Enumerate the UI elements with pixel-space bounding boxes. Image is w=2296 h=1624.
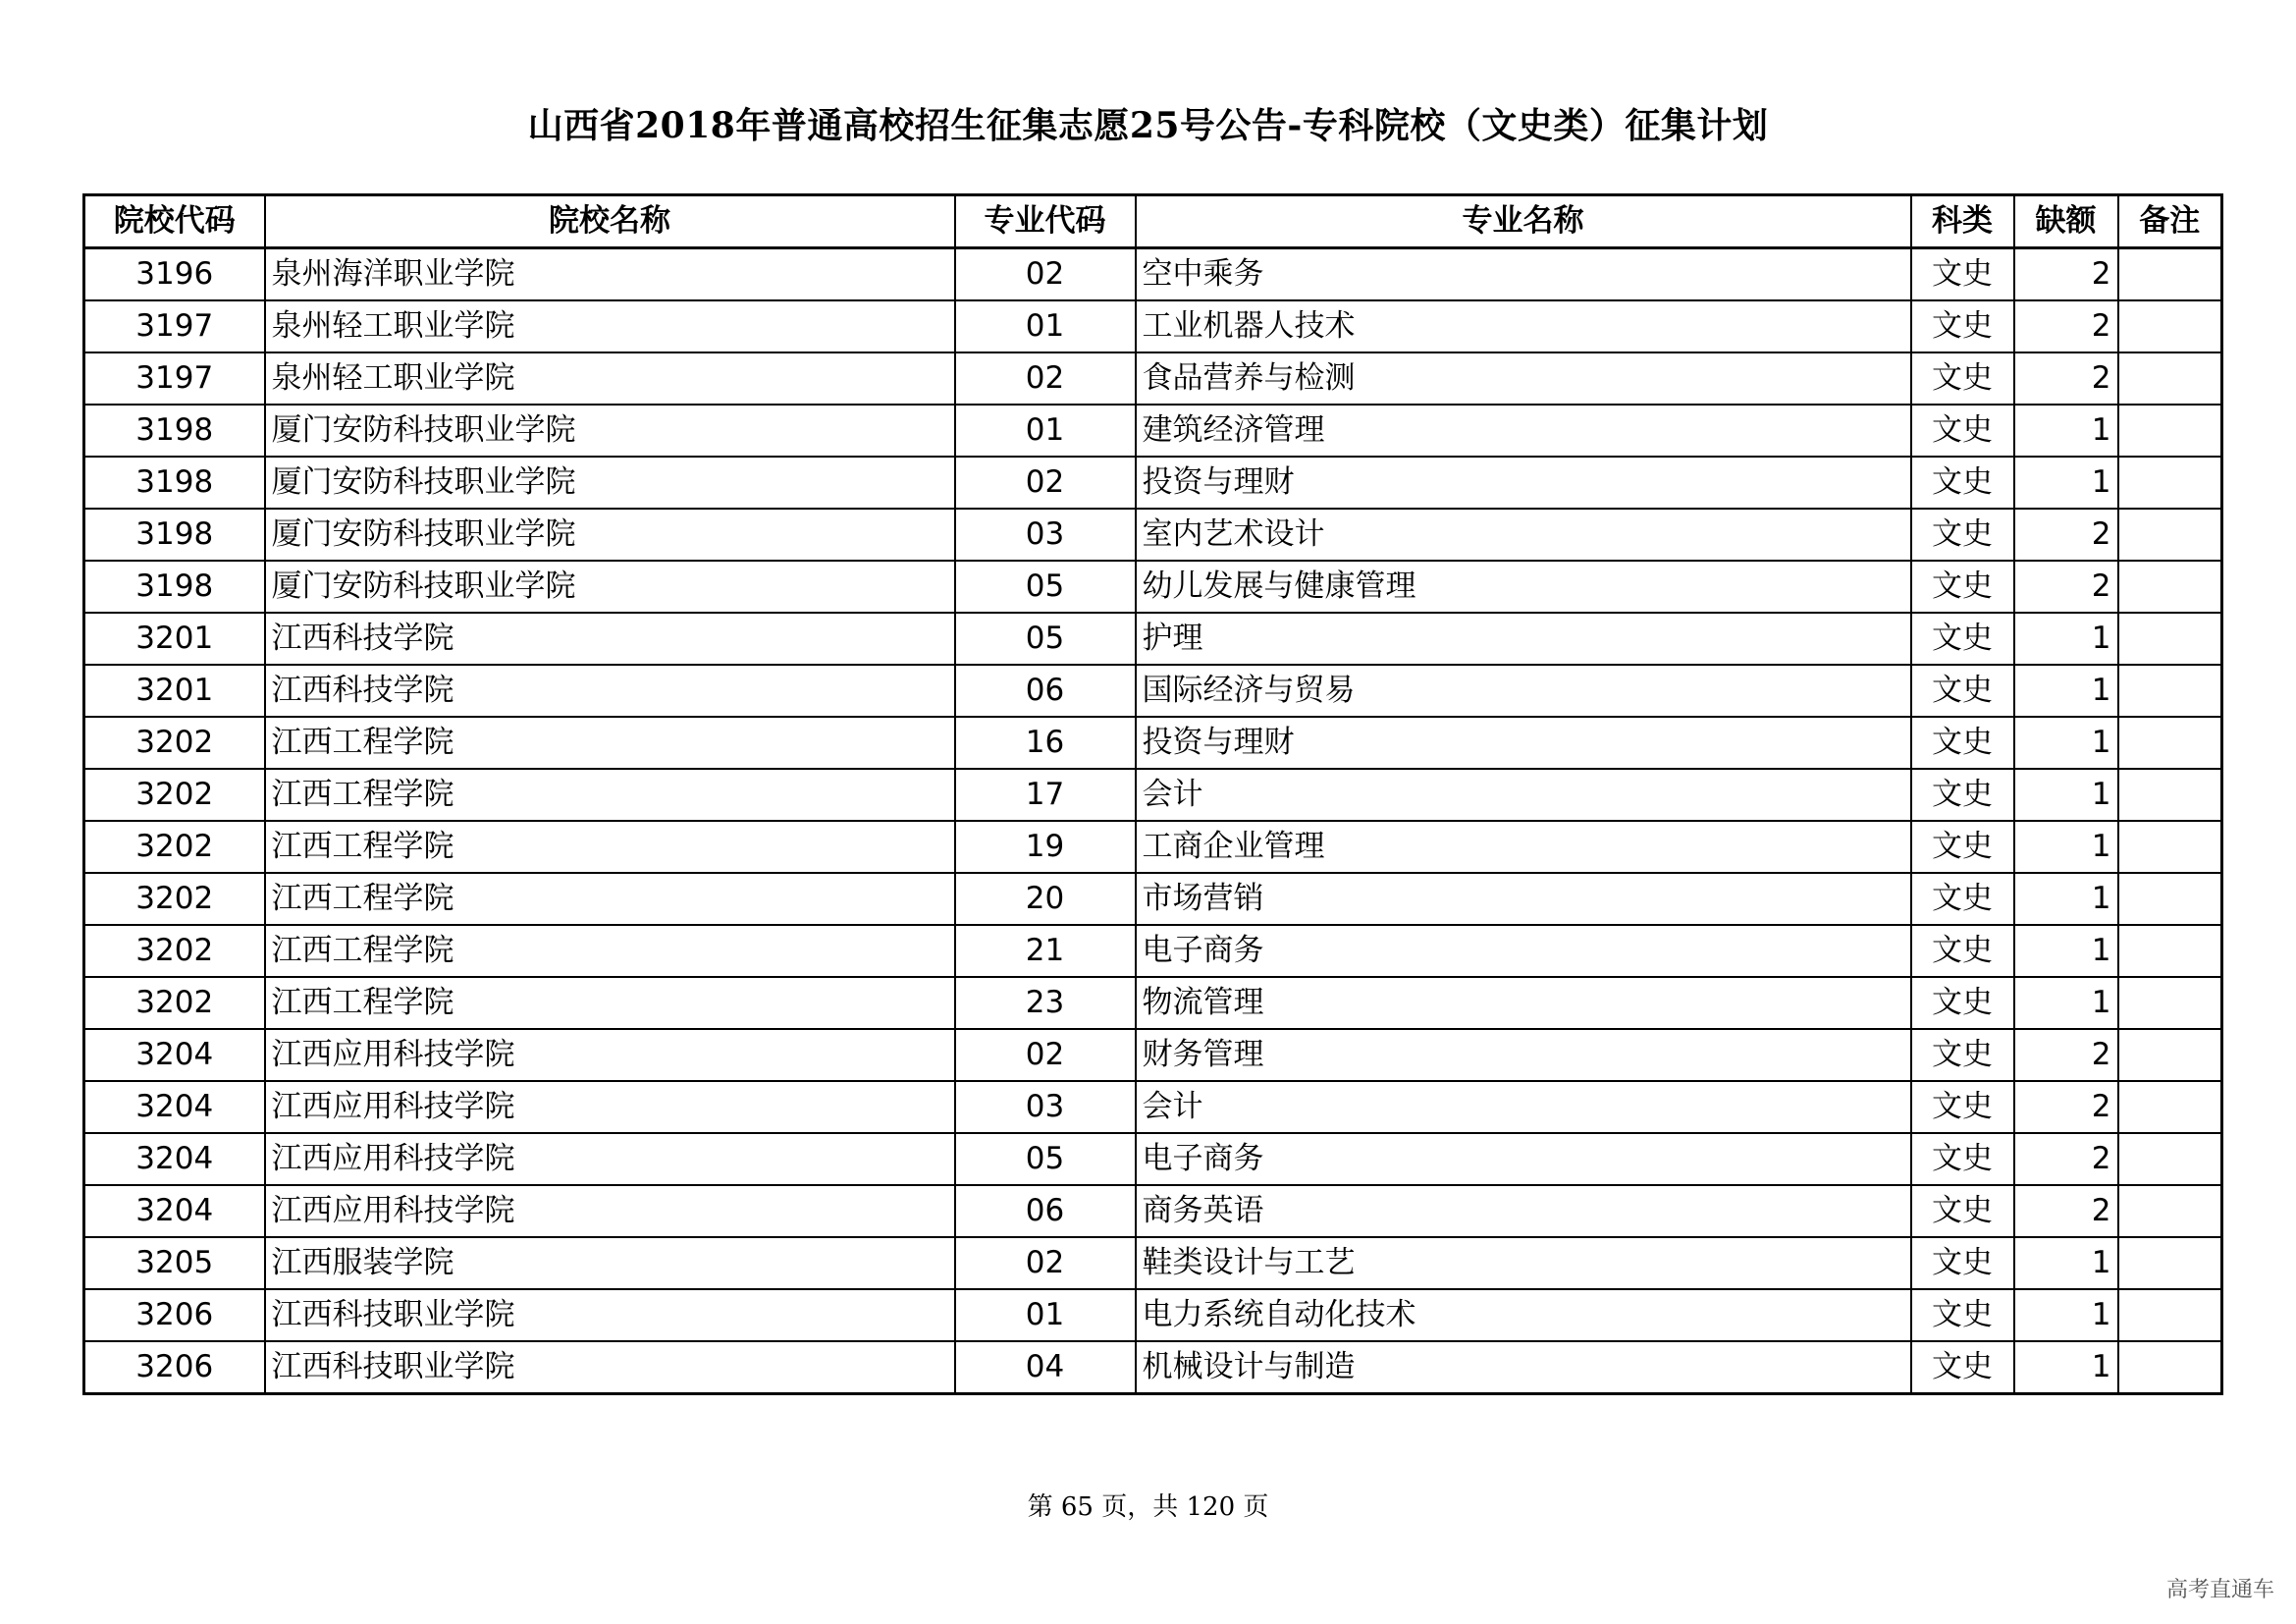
school-name-cell: 泉州轻工职业学院 xyxy=(265,352,955,405)
school-name-cell: 江西应用科技学院 xyxy=(265,1185,955,1237)
major-name-cell: 空中乘务 xyxy=(1136,248,1911,301)
table-row xyxy=(84,352,2222,405)
category-cell: 文史 xyxy=(1911,1185,2014,1237)
table-row xyxy=(84,1185,2222,1237)
note-cell xyxy=(2118,1237,2222,1289)
major-code-cell: 17 xyxy=(955,769,1136,821)
category-cell: 文史 xyxy=(1911,925,2014,977)
category-cell: 文史 xyxy=(1911,1081,2014,1133)
vacancy-cell: 1 xyxy=(2014,457,2118,509)
header-vacancy: 缺额 xyxy=(2014,195,2118,248)
school-code-cell: 3204 xyxy=(84,1081,265,1133)
note-cell xyxy=(2118,1341,2222,1394)
category-cell: 文史 xyxy=(1911,300,2014,352)
major-code-cell: 01 xyxy=(955,405,1136,457)
category-cell: 文史 xyxy=(1911,1029,2014,1081)
table-row xyxy=(84,509,2222,561)
table-row xyxy=(84,561,2222,613)
note-cell xyxy=(2118,769,2222,821)
note-cell xyxy=(2118,457,2222,509)
school-code-cell: 3198 xyxy=(84,457,265,509)
table-row xyxy=(84,457,2222,509)
document-title: 山西省2018年普通高校招生征集志愿25号公告-专科院校（文史类）征集计划 xyxy=(527,105,1769,146)
major-code-cell: 02 xyxy=(955,248,1136,301)
category-cell: 文史 xyxy=(1911,665,2014,717)
major-name-cell: 电子商务 xyxy=(1136,925,1911,977)
note-cell xyxy=(2118,352,2222,405)
major-name-cell: 机械设计与制造 xyxy=(1136,1341,1911,1394)
note-cell xyxy=(2118,873,2222,925)
major-name-cell: 投资与理财 xyxy=(1136,457,1911,509)
school-code-cell: 3206 xyxy=(84,1289,265,1341)
table-body xyxy=(84,248,2222,1394)
school-name-cell: 江西科技职业学院 xyxy=(265,1341,955,1394)
note-cell xyxy=(2118,1289,2222,1341)
table-row xyxy=(84,405,2222,457)
school-name-cell: 江西服装学院 xyxy=(265,1237,955,1289)
major-code-cell: 02 xyxy=(955,1237,1136,1289)
major-name-cell: 投资与理财 xyxy=(1136,717,1911,769)
vacancy-cell: 2 xyxy=(2014,248,2118,301)
major-name-cell: 食品营养与检测 xyxy=(1136,352,1911,405)
page-number: 第 65 页，共 120 页 xyxy=(1027,1492,1269,1522)
school-code-cell: 3202 xyxy=(84,873,265,925)
major-code-cell: 21 xyxy=(955,925,1136,977)
major-code-cell: 01 xyxy=(955,1289,1136,1341)
note-cell xyxy=(2118,509,2222,561)
table-row xyxy=(84,1029,2222,1081)
table-row xyxy=(84,1133,2222,1185)
school-name-cell: 江西工程学院 xyxy=(265,925,955,977)
category-cell: 文史 xyxy=(1911,457,2014,509)
table-header-row xyxy=(84,195,2222,248)
school-name-cell: 厦门安防科技职业学院 xyxy=(265,509,955,561)
note-cell xyxy=(2118,925,2222,977)
table-row xyxy=(84,613,2222,665)
table-row xyxy=(84,1237,2222,1289)
table-row xyxy=(84,769,2222,821)
header-major-name: 专业名称 xyxy=(1136,195,1911,248)
category-cell: 文史 xyxy=(1911,873,2014,925)
vacancy-cell: 1 xyxy=(2014,821,2118,873)
major-code-cell: 05 xyxy=(955,613,1136,665)
major-name-cell: 工商企业管理 xyxy=(1136,821,1911,873)
vacancy-cell: 1 xyxy=(2014,1237,2118,1289)
category-cell: 文史 xyxy=(1911,977,2014,1029)
table-row xyxy=(84,300,2222,352)
school-code-cell: 3197 xyxy=(84,300,265,352)
major-name-cell: 电子商务 xyxy=(1136,1133,1911,1185)
major-name-cell: 电力系统自动化技术 xyxy=(1136,1289,1911,1341)
header-school-code: 院校代码 xyxy=(84,195,265,248)
major-name-cell: 护理 xyxy=(1136,613,1911,665)
school-code-cell: 3202 xyxy=(84,977,265,1029)
school-name-cell: 江西工程学院 xyxy=(265,977,955,1029)
header-school-name: 院校名称 xyxy=(265,195,955,248)
major-code-cell: 05 xyxy=(955,1133,1136,1185)
major-code-cell: 20 xyxy=(955,873,1136,925)
major-code-cell: 02 xyxy=(955,1029,1136,1081)
major-name-cell: 物流管理 xyxy=(1136,977,1911,1029)
table-row xyxy=(84,821,2222,873)
major-name-cell: 国际经济与贸易 xyxy=(1136,665,1911,717)
school-code-cell: 3202 xyxy=(84,821,265,873)
major-name-cell: 幼儿发展与健康管理 xyxy=(1136,561,1911,613)
note-cell xyxy=(2118,405,2222,457)
school-code-cell: 3198 xyxy=(84,405,265,457)
category-cell: 文史 xyxy=(1911,613,2014,665)
school-name-cell: 江西工程学院 xyxy=(265,769,955,821)
enrollment-plan-table xyxy=(82,193,2223,1395)
table-row xyxy=(84,717,2222,769)
major-name-cell: 工业机器人技术 xyxy=(1136,300,1911,352)
header-note: 备注 xyxy=(2118,195,2222,248)
watermark: 高考直通车 xyxy=(2165,1578,2274,1602)
note-cell xyxy=(2118,300,2222,352)
note-cell xyxy=(2118,665,2222,717)
school-name-cell: 泉州轻工职业学院 xyxy=(265,300,955,352)
major-code-cell: 04 xyxy=(955,1341,1136,1394)
school-name-cell: 江西科技学院 xyxy=(265,613,955,665)
school-code-cell: 3206 xyxy=(84,1341,265,1394)
category-cell: 文史 xyxy=(1911,352,2014,405)
school-name-cell: 江西工程学院 xyxy=(265,873,955,925)
school-code-cell: 3202 xyxy=(84,769,265,821)
vacancy-cell: 2 xyxy=(2014,509,2118,561)
table-row xyxy=(84,665,2222,717)
vacancy-cell: 1 xyxy=(2014,1289,2118,1341)
note-cell xyxy=(2118,613,2222,665)
school-code-cell: 3196 xyxy=(84,248,265,301)
category-cell: 文史 xyxy=(1911,248,2014,301)
table-row xyxy=(84,248,2222,301)
header-major-code: 专业代码 xyxy=(955,195,1136,248)
vacancy-cell: 1 xyxy=(2014,925,2118,977)
school-name-cell: 泉州海洋职业学院 xyxy=(265,248,955,301)
note-cell xyxy=(2118,1133,2222,1185)
category-cell: 文史 xyxy=(1911,769,2014,821)
school-code-cell: 3202 xyxy=(84,925,265,977)
vacancy-cell: 1 xyxy=(2014,977,2118,1029)
vacancy-cell: 1 xyxy=(2014,665,2118,717)
school-name-cell: 厦门安防科技职业学院 xyxy=(265,561,955,613)
note-cell xyxy=(2118,1081,2222,1133)
major-code-cell: 05 xyxy=(955,561,1136,613)
school-code-cell: 3198 xyxy=(84,509,265,561)
school-name-cell: 厦门安防科技职业学院 xyxy=(265,457,955,509)
school-code-cell: 3197 xyxy=(84,352,265,405)
category-cell: 文史 xyxy=(1911,1237,2014,1289)
note-cell xyxy=(2118,821,2222,873)
vacancy-cell: 2 xyxy=(2014,1185,2118,1237)
school-code-cell: 3198 xyxy=(84,561,265,613)
note-cell xyxy=(2118,1029,2222,1081)
school-code-cell: 3202 xyxy=(84,717,265,769)
category-cell: 文史 xyxy=(1911,717,2014,769)
major-name-cell: 建筑经济管理 xyxy=(1136,405,1911,457)
school-name-cell: 江西应用科技学院 xyxy=(265,1133,955,1185)
vacancy-cell: 1 xyxy=(2014,1341,2118,1394)
school-name-cell: 厦门安防科技职业学院 xyxy=(265,405,955,457)
vacancy-cell: 1 xyxy=(2014,717,2118,769)
table-row xyxy=(84,1341,2222,1394)
category-cell: 文史 xyxy=(1911,561,2014,613)
note-cell xyxy=(2118,561,2222,613)
vacancy-cell: 1 xyxy=(2014,769,2118,821)
school-name-cell: 江西工程学院 xyxy=(265,717,955,769)
category-cell: 文史 xyxy=(1911,405,2014,457)
major-name-cell: 鞋类设计与工艺 xyxy=(1136,1237,1911,1289)
note-cell xyxy=(2118,1185,2222,1237)
vacancy-cell: 2 xyxy=(2014,1081,2118,1133)
school-name-cell: 江西工程学院 xyxy=(265,821,955,873)
vacancy-cell: 2 xyxy=(2014,352,2118,405)
major-code-cell: 01 xyxy=(955,300,1136,352)
major-code-cell: 03 xyxy=(955,509,1136,561)
major-code-cell: 02 xyxy=(955,352,1136,405)
school-name-cell: 江西科技职业学院 xyxy=(265,1289,955,1341)
note-cell xyxy=(2118,717,2222,769)
table-row xyxy=(84,1289,2222,1341)
category-cell: 文史 xyxy=(1911,1341,2014,1394)
table-row xyxy=(84,873,2222,925)
vacancy-cell: 2 xyxy=(2014,300,2118,352)
note-cell xyxy=(2118,977,2222,1029)
category-cell: 文史 xyxy=(1911,1133,2014,1185)
vacancy-cell: 1 xyxy=(2014,613,2118,665)
table-row xyxy=(84,1081,2222,1133)
vacancy-cell: 1 xyxy=(2014,405,2118,457)
school-code-cell: 3205 xyxy=(84,1237,265,1289)
school-code-cell: 3204 xyxy=(84,1133,265,1185)
vacancy-cell: 2 xyxy=(2014,561,2118,613)
table-row xyxy=(84,925,2222,977)
table-row xyxy=(84,977,2222,1029)
major-code-cell: 06 xyxy=(955,665,1136,717)
school-code-cell: 3201 xyxy=(84,613,265,665)
school-code-cell: 3204 xyxy=(84,1029,265,1081)
major-name-cell: 会计 xyxy=(1136,1081,1911,1133)
major-name-cell: 财务管理 xyxy=(1136,1029,1911,1081)
school-name-cell: 江西应用科技学院 xyxy=(265,1029,955,1081)
major-code-cell: 02 xyxy=(955,457,1136,509)
major-code-cell: 03 xyxy=(955,1081,1136,1133)
category-cell: 文史 xyxy=(1911,821,2014,873)
school-name-cell: 江西科技学院 xyxy=(265,665,955,717)
category-cell: 文史 xyxy=(1911,1289,2014,1341)
major-code-cell: 16 xyxy=(955,717,1136,769)
major-name-cell: 商务英语 xyxy=(1136,1185,1911,1237)
vacancy-cell: 2 xyxy=(2014,1133,2118,1185)
major-code-cell: 06 xyxy=(955,1185,1136,1237)
major-code-cell: 19 xyxy=(955,821,1136,873)
note-cell xyxy=(2118,248,2222,301)
header-category: 科类 xyxy=(1911,195,2014,248)
major-code-cell: 23 xyxy=(955,977,1136,1029)
vacancy-cell: 1 xyxy=(2014,873,2118,925)
major-name-cell: 市场营销 xyxy=(1136,873,1911,925)
school-name-cell: 江西应用科技学院 xyxy=(265,1081,955,1133)
category-cell: 文史 xyxy=(1911,509,2014,561)
major-name-cell: 会计 xyxy=(1136,769,1911,821)
school-code-cell: 3204 xyxy=(84,1185,265,1237)
school-code-cell: 3201 xyxy=(84,665,265,717)
major-name-cell: 室内艺术设计 xyxy=(1136,509,1911,561)
vacancy-cell: 2 xyxy=(2014,1029,2118,1081)
